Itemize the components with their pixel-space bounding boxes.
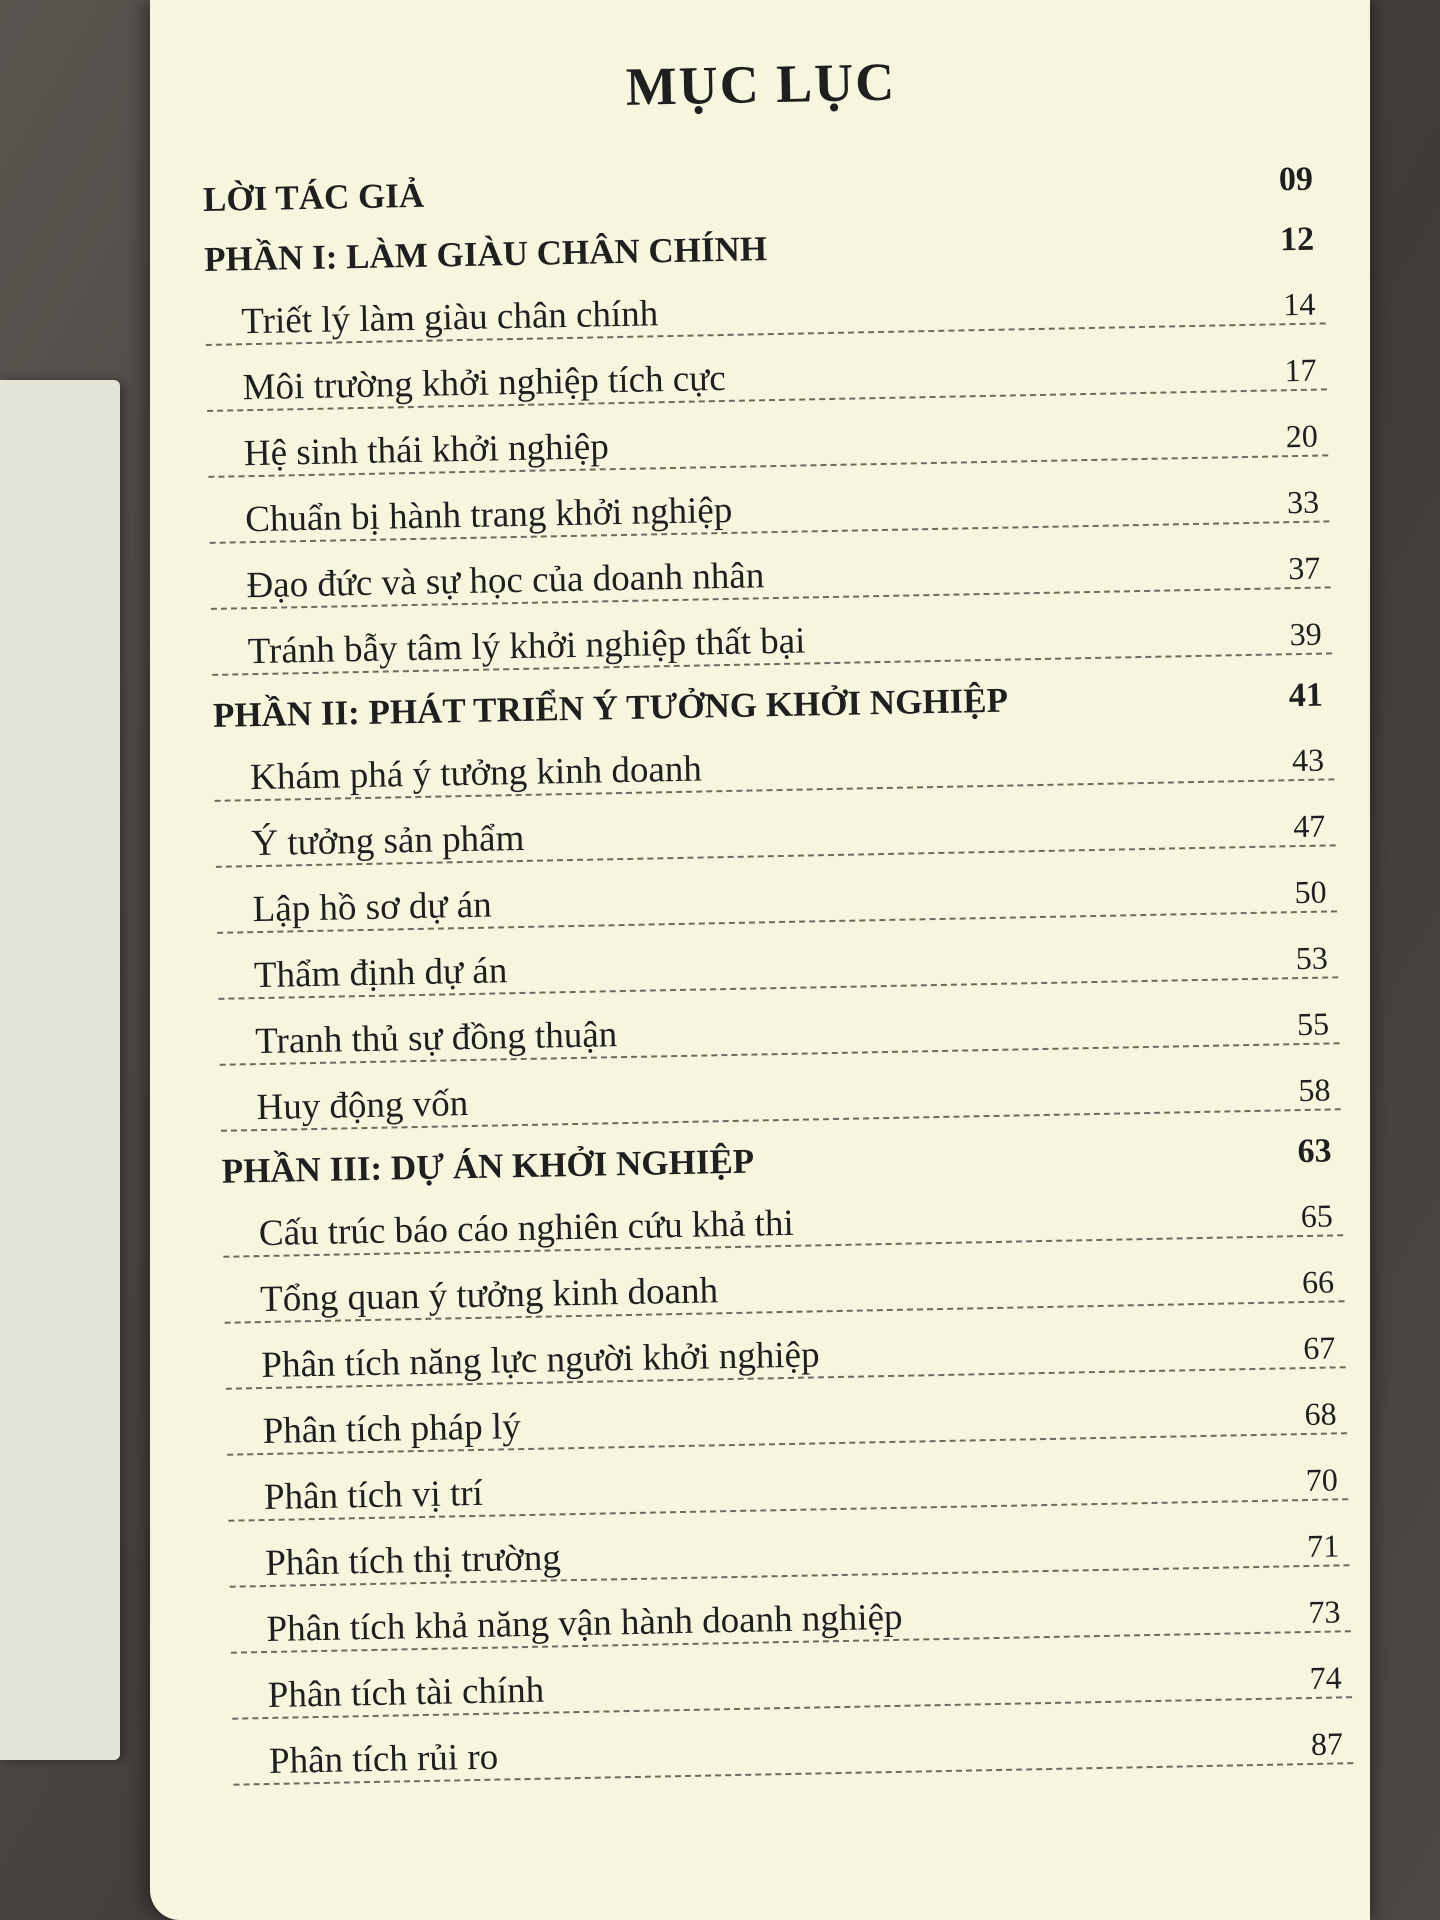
book-page: [150, 0, 1370, 1920]
toc-list: [202, 138, 1353, 1785]
toc-page-number: 70: [1305, 1461, 1339, 1499]
toc-label: Phân tích tài chính: [267, 1669, 545, 1716]
toc-page-number: 14: [1282, 285, 1316, 323]
toc-label: PHẦN II: PHÁT TRIỂN Ý TƯỞNG KHỞI NGHIỆP: [212, 680, 1009, 735]
toc-page-number: 09: [1278, 160, 1314, 199]
toc-page-number: 55: [1296, 1005, 1330, 1043]
previous-page-edge: [0, 380, 120, 1760]
toc-page-number: 41: [1288, 676, 1324, 715]
toc-page-number: 68: [1304, 1395, 1337, 1433]
toc-label: Thẩm định dự án: [253, 950, 508, 997]
toc-label: PHẦN III: DỰ ÁN KHỞI NGHIỆP: [221, 1141, 755, 1191]
toc-page-number: 73: [1308, 1593, 1341, 1631]
toc-page-number: 17: [1284, 351, 1317, 389]
toc-label: Lập hồ sơ dự án: [252, 884, 493, 931]
toc-label: Phân tích thị trường: [264, 1537, 562, 1585]
toc-page-number: 50: [1294, 873, 1327, 911]
toc-label: Phân tích vị trí: [263, 1472, 484, 1519]
toc-label: Phân tích khả năng vận hành doanh nghiệp: [266, 1596, 903, 1651]
toc-label: Môi trường khởi nghiệp tích cực: [242, 357, 727, 409]
toc-page-number: 58: [1298, 1071, 1331, 1109]
toc-label: Tổng quan ý tưởng kinh doanh: [259, 1270, 719, 1321]
toc-page-number: 20: [1285, 417, 1319, 455]
toc-page-number: 65: [1300, 1197, 1334, 1235]
toc-label: Ý tưởng sản phẩm: [251, 817, 525, 865]
toc-label: Huy động vốn: [256, 1083, 469, 1129]
toc-label: Phân tích năng lực người khởi nghiệp: [261, 1334, 820, 1387]
toc-label: Khám phá ý tưởng kinh doanh: [249, 748, 703, 799]
toc-page-number: 67: [1302, 1329, 1336, 1367]
toc-page-number: 43: [1291, 741, 1325, 779]
toc-page-number: 39: [1289, 615, 1322, 653]
toc-page-number: 47: [1292, 807, 1326, 845]
toc-label: Tránh bẫy tâm lý khởi nghiệp thất bại: [247, 620, 806, 673]
toc-page-number: 74: [1309, 1659, 1342, 1696]
page-title: MỤC LỤC: [625, 51, 897, 117]
toc-label: PHẦN I: LÀM GIÀU CHÂN CHÍNH: [203, 229, 768, 279]
toc-label: Chuẩn bị hành trang khởi nghiệp: [244, 489, 733, 541]
toc-page-number: 53: [1295, 939, 1329, 977]
toc-label: Phân tích pháp lý: [262, 1406, 522, 1453]
toc-label: Phân tích rủi ro: [268, 1736, 499, 1782]
toc-page-number: 33: [1286, 483, 1320, 521]
toc-label: Triết lý làm giàu chân chính: [241, 293, 659, 343]
table-of-contents: [200, 18, 1353, 1785]
toc-label: Cấu trúc báo cáo nghiên cứu khả thi: [258, 1202, 795, 1255]
toc-label: Đạo đức và sự học của doanh nhân: [246, 555, 765, 607]
toc-page-number: 87: [1310, 1725, 1344, 1762]
toc-page-number: 71: [1306, 1527, 1340, 1565]
toc-page-number: 66: [1301, 1263, 1335, 1301]
toc-label: Tranh thủ sự đồng thuận: [254, 1014, 618, 1063]
toc-page-number: 37: [1287, 549, 1321, 587]
toc-page-number: 12: [1279, 220, 1315, 259]
toc-label: Hệ sinh thái khởi nghiệp: [243, 426, 610, 475]
toc-label: LỜI TÁC GIẢ: [202, 175, 425, 219]
toc-page-number: 63: [1297, 1132, 1332, 1171]
